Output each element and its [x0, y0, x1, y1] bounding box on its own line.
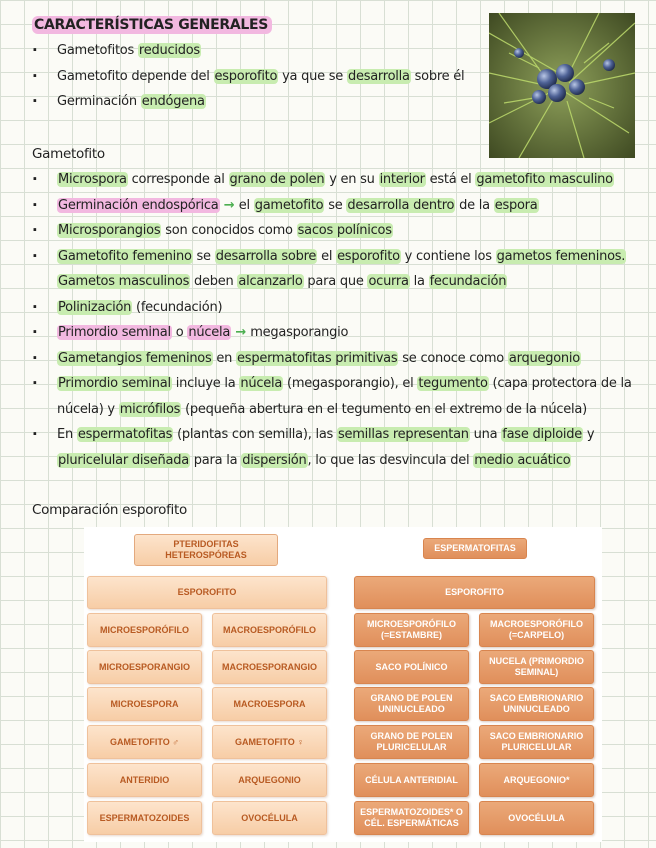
list-item — [30, 422, 636, 473]
comparison-diagram — [84, 527, 602, 842]
list-item — [30, 346, 636, 372]
highlight-green: Polinización — [58, 299, 132, 315]
text-segment: y en su — [325, 172, 379, 187]
text-segment: para que — [303, 274, 368, 289]
text-segment: el — [238, 197, 254, 213]
text-segment: una — [469, 427, 502, 442]
highlight-green: dispersión — [242, 452, 307, 468]
text-segment: megasporangio — [250, 325, 349, 340]
left-esporofito-header: ESPOROFITO — [87, 576, 327, 609]
list-item — [30, 295, 636, 321]
highlight-green: Microspora — [58, 172, 127, 187]
left-cell: MICROESPORANGIO — [87, 650, 202, 684]
text-segment: incluye la — [171, 376, 240, 391]
text-segment: deben — [190, 274, 238, 289]
highlight-pink: núcela — [188, 325, 231, 340]
text-segment: son conocidos como — [161, 223, 297, 238]
general-list — [30, 38, 464, 115]
text-segment: Gametofito depende del — [57, 68, 214, 84]
text-segment: , lo que las desvincula del — [307, 452, 474, 468]
highlight-green: desarrolla — [347, 68, 410, 84]
highlight-green: desarrolla sobre — [215, 248, 317, 264]
highlight-green: espora — [494, 197, 538, 213]
right-cell: SACO POLÍNICO — [354, 650, 469, 684]
text-segment: se — [324, 197, 347, 213]
text-segment: en — [212, 350, 237, 366]
text-segment: se — [192, 248, 215, 264]
highlight-green: esporofito — [337, 248, 400, 264]
highlight-green: esporofito — [214, 68, 278, 84]
text-segment: (megasporangio), el — [283, 376, 418, 391]
arrow-icon: → — [231, 325, 251, 340]
left-cell: MACROESPORANGIO — [212, 650, 327, 684]
highlight-green: tegumento — [418, 376, 488, 391]
highlight-green: Gametangios femeninos — [58, 350, 212, 366]
highlight-green: gametofito — [254, 197, 324, 213]
right-cell: SACO EMBRIONARIO UNINUCLEADO — [479, 687, 594, 721]
right-cell: MACROESPORÓFILO (=CARPELO) — [479, 613, 594, 647]
text-segment: (fecundación) — [132, 299, 223, 315]
text-segment: para la — [189, 452, 242, 468]
text-segment: el — [317, 248, 337, 264]
highlight-green: Gametofito femenino — [58, 248, 192, 264]
highlight-green: endógena — [141, 94, 205, 109]
left-cell: MACROESPORA — [212, 687, 327, 721]
right-cell: NUCELA (PRIMORDIO SEMINAL) — [479, 650, 594, 684]
highlight-green: sacos polínicos — [297, 223, 392, 238]
list-item — [30, 89, 464, 115]
list-item — [30, 244, 636, 295]
gametofito-list — [30, 167, 636, 473]
juniper-berries-photo — [489, 13, 635, 158]
left-cell: ANTERIDIO — [87, 763, 202, 797]
list-item — [30, 218, 636, 244]
juniper-berries-illustration — [489, 13, 635, 158]
text-segment: se conoce como — [398, 350, 508, 366]
right-cell: ARQUEGONIO* — [479, 763, 594, 797]
text-segment: la — [409, 274, 429, 289]
text-segment: (plantas con semilla), las — [173, 427, 337, 442]
pteridofitas-title: PTERIDOFITAS HETEROSPÓREAS — [134, 534, 278, 566]
page-title: CARACTERÍSTICAS GENERALES — [32, 16, 272, 34]
highlight-green: fase diploide — [502, 427, 583, 442]
highlight-green: semillas representan — [337, 427, 469, 442]
text-segment: corresponde al — [127, 172, 229, 187]
text-segment: de la — [455, 197, 494, 213]
highlight-green: gametofito masculino — [476, 172, 613, 187]
highlight-green: reducidos — [138, 43, 200, 58]
highlight-green: Gametos masculinos — [58, 274, 190, 289]
right-cell: CÉLULA ANTERIDIAL — [354, 763, 469, 797]
list-item — [30, 167, 636, 193]
highlight-green: fecundación — [429, 274, 507, 289]
right-cell: MICROESPORÓFILO (=ESTAMBRE) — [354, 613, 469, 647]
highlight-green: Primordio seminal — [58, 376, 171, 391]
list-item — [30, 193, 636, 219]
right-esporofito-header: ESPOROFITO — [354, 576, 595, 609]
left-cell: ESPERMATOZOIDES — [87, 801, 202, 835]
arrow-icon: → — [219, 197, 239, 213]
highlight-green: desarrolla dentro — [347, 197, 455, 213]
text-segment: ya que se — [278, 68, 347, 84]
highlight-pink: Germinación endospórica — [58, 197, 219, 213]
right-cell: GRANO DE POLEN UNINUCLEADO — [354, 687, 469, 721]
text-segment: sobre él — [410, 68, 465, 84]
highlight-green: ocurra — [368, 274, 409, 289]
left-cell: ARQUEGONIO — [212, 763, 327, 797]
text-segment: En — [57, 427, 77, 442]
text-segment: Germinación — [57, 94, 141, 109]
espermatofitas-title: ESPERMATOFITAS — [423, 538, 527, 559]
text-segment: (capa protectora de la núcela) y — [57, 376, 632, 417]
left-cell: GAMETOFITO ♂ — [87, 725, 202, 759]
highlight-green: pluricelular diseñada — [58, 452, 189, 468]
text-segment: (pequeña abertura en el tegumento en el extremo de la núcela) — [181, 401, 587, 417]
text-segment: Gametofitos — [57, 43, 138, 58]
text-segment: está el — [425, 172, 476, 187]
right-cell: ESPERMATOZOIDES* O CÉL. ESPERMÁTICAS — [354, 801, 469, 835]
left-cell: OVOCÉLULA — [212, 801, 327, 835]
list-item — [30, 64, 464, 90]
highlight-green: espermatofitas — [77, 427, 173, 442]
highlight-green: micrófilos — [119, 401, 181, 417]
highlight-green: gametos femeninos. — [496, 248, 626, 264]
list-item — [30, 371, 636, 422]
gametofito-heading: Gametofito — [32, 146, 105, 162]
highlight-pink: Primordio seminal — [58, 325, 171, 340]
highlight-green: grano de polen — [229, 172, 325, 187]
highlight-green: Microsporangios — [58, 223, 161, 238]
highlight-green: medio acuático — [474, 452, 571, 468]
left-cell: MICROESPORA — [87, 687, 202, 721]
left-cell: GAMETOFITO ♀ — [212, 725, 327, 759]
text-segment: y — [583, 427, 595, 442]
highlight-green: núcela — [240, 376, 283, 391]
highlight-green: espermatofitas primitivas — [237, 350, 398, 366]
right-cell: SACO EMBRIONARIO PLURICELULAR — [479, 725, 594, 759]
text-segment: y contiene los — [400, 248, 496, 264]
text-segment: o — [171, 325, 188, 340]
list-item — [30, 320, 636, 346]
highlight-green: arquegonio — [508, 350, 580, 366]
comparison-heading: Comparación esporofito — [32, 502, 187, 518]
right-cell: GRANO DE POLEN PLURICELULAR — [354, 725, 469, 759]
left-cell: MICROESPORÓFILO — [87, 613, 202, 647]
highlight-green: interior — [379, 172, 425, 187]
left-cell: MACROESPORÓFILO — [212, 613, 327, 647]
list-item — [30, 38, 464, 64]
right-cell: OVOCÉLULA — [479, 801, 594, 835]
highlight-green: alcanzarlo — [238, 274, 303, 289]
